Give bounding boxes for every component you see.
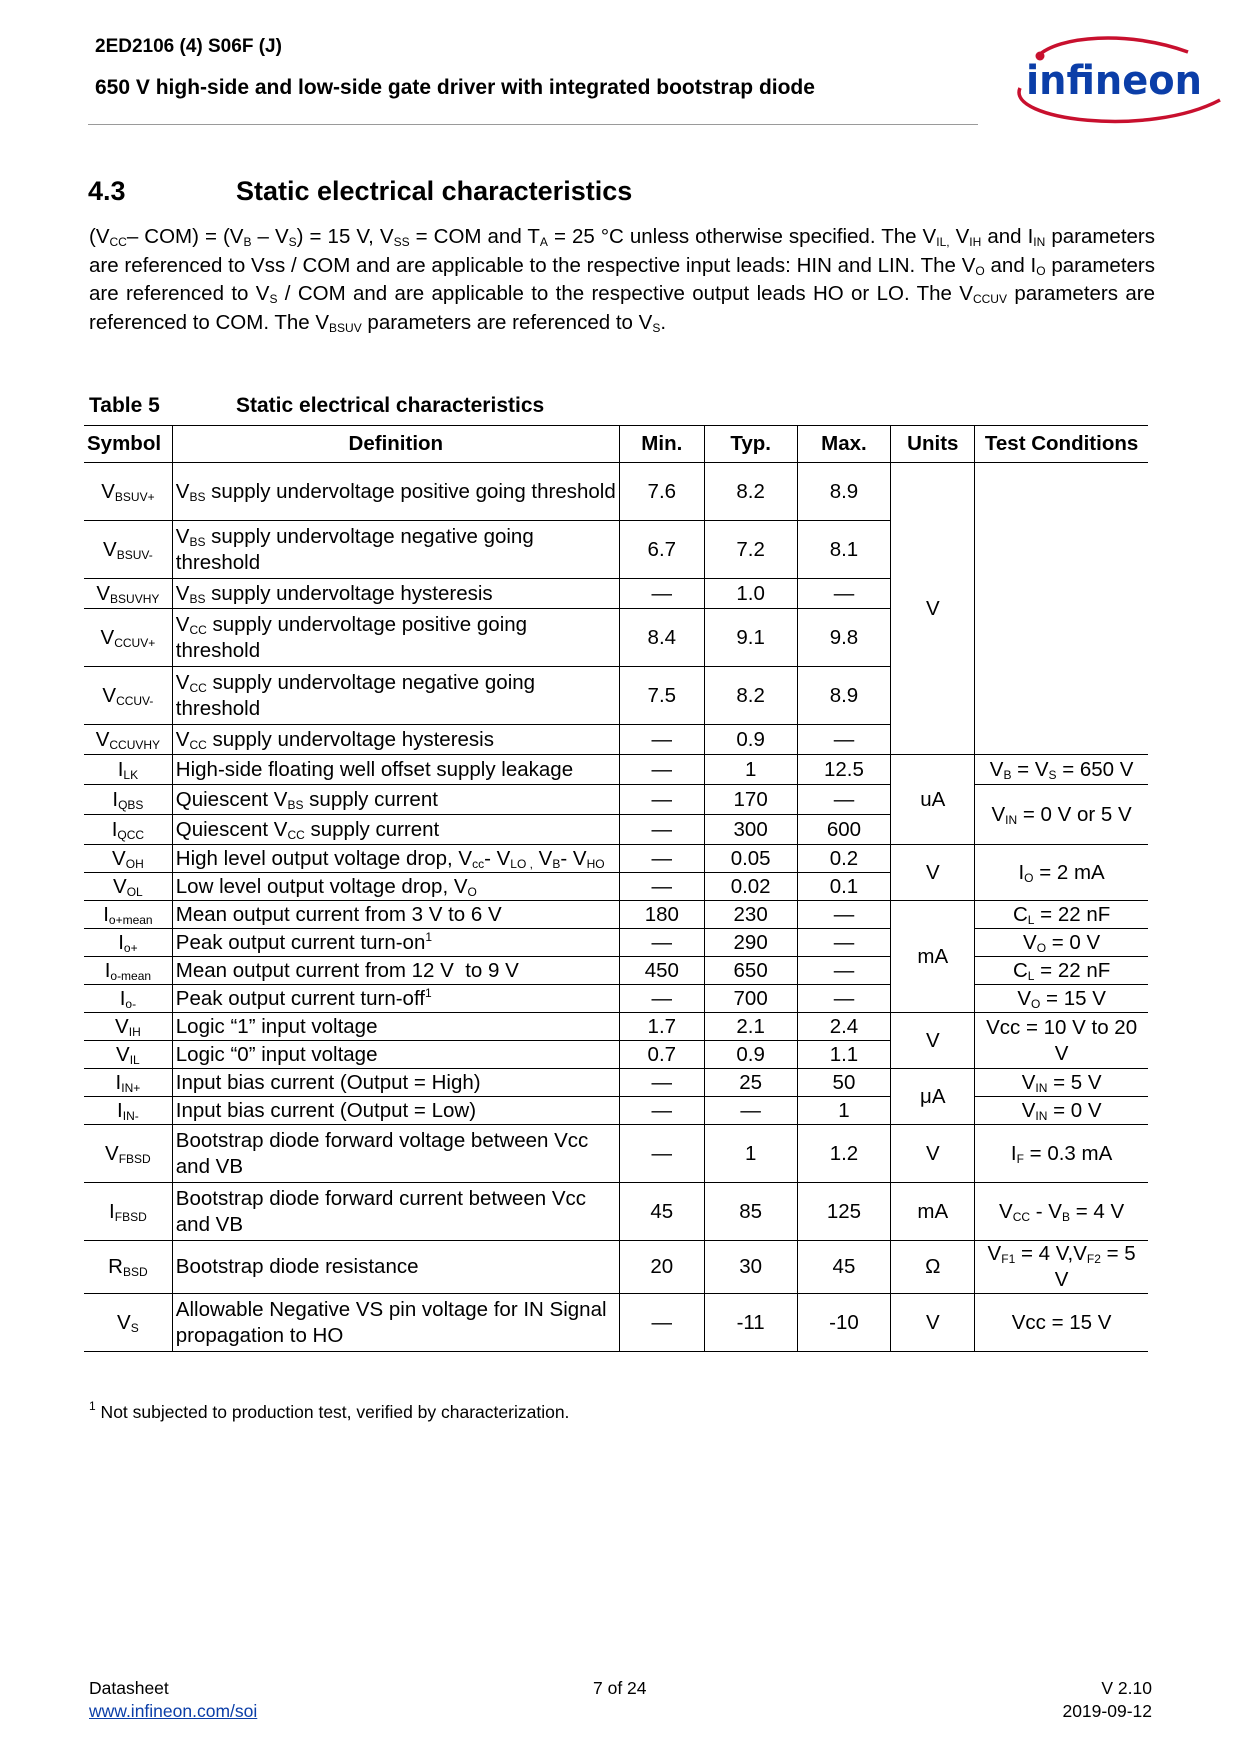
- units-cell: V: [891, 463, 975, 755]
- definition-cell: High level output voltage drop, $V_{cc}-$ $V_{LO ,}$ $V_B-$ $V_{HO}$: [172, 845, 619, 873]
- symbol-cell: $V_{CCUV-}$: [84, 667, 172, 725]
- conditions-cell: $V_O = 15$ V: [975, 985, 1148, 1013]
- definition-cell: Bootstrap diode forward voltage between Vcc and VB: [172, 1125, 619, 1183]
- col-header-definition: Definition: [172, 426, 619, 463]
- min-cell: 8.4: [619, 609, 704, 667]
- min-cell: —: [619, 985, 704, 1013]
- typ-cell: 8.2: [704, 463, 797, 521]
- units-cell: mA: [891, 1183, 975, 1241]
- symbol-cell: $I_{QCC}$: [84, 815, 172, 845]
- units-cell: V: [891, 1013, 975, 1069]
- part-number: 2ED2106 (4) S06F (J): [95, 36, 282, 57]
- symbol-cell: $V_S$: [84, 1294, 172, 1352]
- symbol-cell: $I_{o-mean}$: [84, 957, 172, 985]
- conditions-cell: $V_{IN} = 5$ V: [975, 1069, 1148, 1097]
- symbol-cell: $I_{o+}$: [84, 929, 172, 957]
- max-cell: 12.5: [797, 755, 891, 785]
- definition-cell: Logic “0” input voltage: [172, 1041, 619, 1069]
- footnote: [89, 1399, 570, 1423]
- max-cell: —: [797, 929, 891, 957]
- table-row: [84, 985, 1148, 1013]
- infineon-logo: [998, 30, 1222, 126]
- symbol-cell: $V_{FBSD}$: [84, 1125, 172, 1183]
- definition-cell: Input bias current (Output = High): [172, 1069, 619, 1097]
- max-cell: 1.1: [797, 1041, 891, 1069]
- table-row: [84, 1241, 1148, 1294]
- conditions-cell: $C_L = 22$ nF: [975, 957, 1148, 985]
- table-row: [84, 785, 1148, 815]
- typ-cell: 7.2: [704, 521, 797, 579]
- symbol-cell: $I_{IN+}$: [84, 1069, 172, 1097]
- symbol-cell: $I_{FBSD}$: [84, 1183, 172, 1241]
- definition-cell: $V_{CC}$ supply undervoltage hysteresis: [172, 725, 619, 755]
- max-cell: 600: [797, 815, 891, 845]
- typ-cell: —: [704, 1097, 797, 1125]
- symbol-cell: $I_{IN-}$: [84, 1097, 172, 1125]
- min-cell: —: [619, 1097, 704, 1125]
- typ-cell: 9.1: [704, 609, 797, 667]
- conditions-cell: $V_O = 0$ V: [975, 929, 1148, 957]
- min-cell: —: [619, 1069, 704, 1097]
- col-header-symbol: Symbol: [84, 426, 172, 463]
- definition-cell: Mean output current from 12 V to 9 V: [172, 957, 619, 985]
- symbol-cell: $V_{OL}$: [84, 873, 172, 901]
- conditions-cell: $C_L = 22$ nF: [975, 901, 1148, 929]
- table-row: [84, 957, 1148, 985]
- symbol-cell: $V_{BSUV+}$: [84, 463, 172, 521]
- col-header-test-conditions: Test Conditions: [975, 426, 1148, 463]
- conditions-cell: $V_B = V_S = 650$ V: [975, 755, 1148, 785]
- definition-cell: Peak output current turn-$on^1$: [172, 929, 619, 957]
- typ-cell: 1: [704, 755, 797, 785]
- symbol-cell: $I_{o-}$: [84, 985, 172, 1013]
- table-row: [84, 463, 1148, 521]
- typ-cell: 650: [704, 957, 797, 985]
- min-cell: 6.7: [619, 521, 704, 579]
- units-cell: uA: [891, 755, 975, 845]
- symbol-cell: $I_{LK}$: [84, 755, 172, 785]
- min-cell: —: [619, 1125, 704, 1183]
- definition-cell: $V_{CC}$ supply undervoltage negative going threshold: [172, 667, 619, 725]
- min-cell: —: [619, 579, 704, 609]
- typ-cell: 0.9: [704, 1041, 797, 1069]
- definition-cell: Logic “1” input voltage: [172, 1013, 619, 1041]
- units-cell: V: [891, 1125, 975, 1183]
- typ-cell: 700: [704, 985, 797, 1013]
- symbol-cell: $V_{IH}$: [84, 1013, 172, 1041]
- min-cell: 45: [619, 1183, 704, 1241]
- table-row: [84, 1294, 1148, 1352]
- min-cell: —: [619, 755, 704, 785]
- max-cell: 0.2: [797, 845, 891, 873]
- max-cell: —: [797, 901, 891, 929]
- static-characteristics-table: [84, 425, 1148, 1352]
- symbol-cell: $I_{o+mean}$: [84, 901, 172, 929]
- table-row: [84, 929, 1148, 957]
- min-cell: —: [619, 845, 704, 873]
- definition-cell: $V_{BS}$ supply undervoltage hysteresis: [172, 579, 619, 609]
- typ-cell: 85: [704, 1183, 797, 1241]
- max-cell: 125: [797, 1183, 891, 1241]
- symbol-cell: $V_{OH}$: [84, 845, 172, 873]
- footer-date: 2019-09-12: [1062, 1701, 1152, 1721]
- max-cell: 8.9: [797, 667, 891, 725]
- col-header-max: Max.: [797, 426, 891, 463]
- conditions-cell: $I_F = 0.3$ mA: [975, 1125, 1148, 1183]
- symbol-cell: $V_{IL}$: [84, 1041, 172, 1069]
- conditions-cell: Vcc = 10 V to 20 V: [975, 1013, 1148, 1069]
- min-cell: —: [619, 1294, 704, 1352]
- min-cell: 180: [619, 901, 704, 929]
- definition-cell: High-side floating well offset supply leakage: [172, 755, 619, 785]
- max-cell: 0.1: [797, 873, 891, 901]
- symbol-cell: $R_{BSD}$: [84, 1241, 172, 1294]
- symbol-cell: $V_{CCUVHY}$: [84, 725, 172, 755]
- min-cell: 450: [619, 957, 704, 985]
- table-header-row: [84, 426, 1148, 463]
- table-row: [84, 1097, 1148, 1125]
- min-cell: 7.5: [619, 667, 704, 725]
- logo-wordmark: infineon: [1026, 58, 1202, 104]
- footer-version: V 2.10: [1101, 1678, 1152, 1698]
- max-cell: -10: [797, 1294, 891, 1352]
- units-cell: V: [891, 1294, 975, 1352]
- symbol-cell: $I_{QBS}$: [84, 785, 172, 815]
- max-cell: —: [797, 725, 891, 755]
- table-row: [84, 1069, 1148, 1097]
- table-row: [84, 1125, 1148, 1183]
- typ-cell: 0.05: [704, 845, 797, 873]
- max-cell: —: [797, 985, 891, 1013]
- min-cell: 0.7: [619, 1041, 704, 1069]
- units-cell: μA: [891, 1069, 975, 1125]
- footnote-text: Not subjected to production test, verified by characterization.: [95, 1402, 570, 1422]
- conditions-cell: $I_O = 2$ mA: [975, 845, 1148, 901]
- col-header-typ: Typ.: [704, 426, 797, 463]
- table-row: [84, 755, 1148, 785]
- footnote-marker: 1: [89, 1399, 96, 1413]
- min-cell: —: [619, 815, 704, 845]
- symbol-cell: $V_{CCUV+}$: [84, 609, 172, 667]
- typ-cell: 230: [704, 901, 797, 929]
- typ-cell: 25: [704, 1069, 797, 1097]
- typ-cell: -11: [704, 1294, 797, 1352]
- section-number: 4.3: [88, 176, 126, 206]
- max-cell: —: [797, 579, 891, 609]
- max-cell: 8.9: [797, 463, 891, 521]
- logo-swoosh-top: [1038, 38, 1188, 56]
- document-subtitle: 650 V high-side and low-side gate driver with integrated bootstrap diode: [95, 76, 815, 99]
- min-cell: —: [619, 785, 704, 815]
- conditions-cell: [975, 463, 1148, 755]
- definition-cell: Peak output current turn-off$^1$: [172, 985, 619, 1013]
- max-cell: —: [797, 785, 891, 815]
- units-cell: V: [891, 845, 975, 901]
- min-cell: —: [619, 725, 704, 755]
- header-divider: [88, 124, 978, 125]
- definition-cell: Input bias current (Output = Low): [172, 1097, 619, 1125]
- table-row: [84, 1013, 1148, 1041]
- max-cell: 50: [797, 1069, 891, 1097]
- typ-cell: 0.02: [704, 873, 797, 901]
- conditions-cell: $V_{IN} = 0$ V: [975, 1097, 1148, 1125]
- units-cell: mA: [891, 901, 975, 1013]
- definition-cell: $V_{BS}$ supply undervoltage positive going threshold: [172, 463, 619, 521]
- typ-cell: 1: [704, 1125, 797, 1183]
- definition-cell: Quiescent $V_{CC}$ supply current: [172, 815, 619, 845]
- max-cell: 1: [797, 1097, 891, 1125]
- max-cell: 45: [797, 1241, 891, 1294]
- definition-cell: Allowable Negative VS pin voltage for IN Signal propagation to HO: [172, 1294, 619, 1352]
- table-label: Table 5: [89, 394, 160, 417]
- table-row: [84, 901, 1148, 929]
- symbol-cell: $V_{BSUV-}$: [84, 521, 172, 579]
- conditions-paragraph: ($V_{CC}-$ $COM) = (V_B - V_S) = 15$ V, $V_{SS}$ = COM and $T_A = 25$ °C unless otherwise specified. The $V_{IL,}$ $V_{IH}$ and $I_{IN}$ parameters are referenced to Vss / COM and are applicable to the respective input leads: HIN and LIN. The $V_O$ and $I_O$ parameters are referenced to $V_S$ / COM and are applicable to the respective output leads HO or LO. The $V_{CCUV}$ parameters are referenced to COM. The $V_{BSUV}$ parameters are referenced to $V_S$.: [89, 225, 1156, 335]
- min-cell: 20: [619, 1241, 704, 1294]
- min-cell: —: [619, 929, 704, 957]
- typ-cell: 0.9: [704, 725, 797, 755]
- footer-doc-type: Datasheet: [89, 1678, 169, 1698]
- definition-cell: Bootstrap diode resistance: [172, 1241, 619, 1294]
- section-title: Static electrical characteristics: [236, 176, 633, 206]
- col-header-min: Min.: [619, 426, 704, 463]
- conditions-cell: $V_{F1} = 4$ $V,V_{F2} = 5$ V: [975, 1241, 1148, 1294]
- max-cell: 2.4: [797, 1013, 891, 1041]
- max-cell: 8.1: [797, 521, 891, 579]
- min-cell: 1.7: [619, 1013, 704, 1041]
- units-cell: Ω: [891, 1241, 975, 1294]
- symbol-cell: $V_{BSUVHY}$: [84, 579, 172, 609]
- min-cell: —: [619, 873, 704, 901]
- typ-cell: 30: [704, 1241, 797, 1294]
- typ-cell: 300: [704, 815, 797, 845]
- max-cell: 9.8: [797, 609, 891, 667]
- definition-cell: $V_{BS}$ supply undervoltage negative going threshold: [172, 521, 619, 579]
- min-cell: 7.6: [619, 463, 704, 521]
- max-cell: 1.2: [797, 1125, 891, 1183]
- conditions-cell: $V_{CC} - V_B = 4$ V: [975, 1183, 1148, 1241]
- footer-page-number: 7 of 24: [593, 1678, 647, 1698]
- table-row: [84, 845, 1148, 873]
- definition-cell: Bootstrap diode forward current between Vcc and VB: [172, 1183, 619, 1241]
- definition-cell: Mean output current from 3 V to 6 V: [172, 901, 619, 929]
- typ-cell: 2.1: [704, 1013, 797, 1041]
- conditions-cell: $V_{IN} = 0$ V or 5 V: [975, 785, 1148, 845]
- typ-cell: 290: [704, 929, 797, 957]
- typ-cell: 8.2: [704, 667, 797, 725]
- table-row: [84, 1183, 1148, 1241]
- col-header-units: Units: [891, 426, 975, 463]
- definition-cell: Quiescent $V_{BS}$ supply current: [172, 785, 619, 815]
- conditions-cell: Vcc = 15 V: [975, 1294, 1148, 1352]
- max-cell: —: [797, 957, 891, 985]
- typ-cell: 170: [704, 785, 797, 815]
- table-title: Static electrical characteristics: [236, 394, 545, 417]
- typ-cell: 1.0: [704, 579, 797, 609]
- definition-cell: Low level output voltage drop, $V_O$: [172, 873, 619, 901]
- definition-cell: $V_{CC}$ supply undervoltage positive going threshold: [172, 609, 619, 667]
- footer-url-link[interactable]: www.infineon.com/soi: [89, 1701, 258, 1721]
